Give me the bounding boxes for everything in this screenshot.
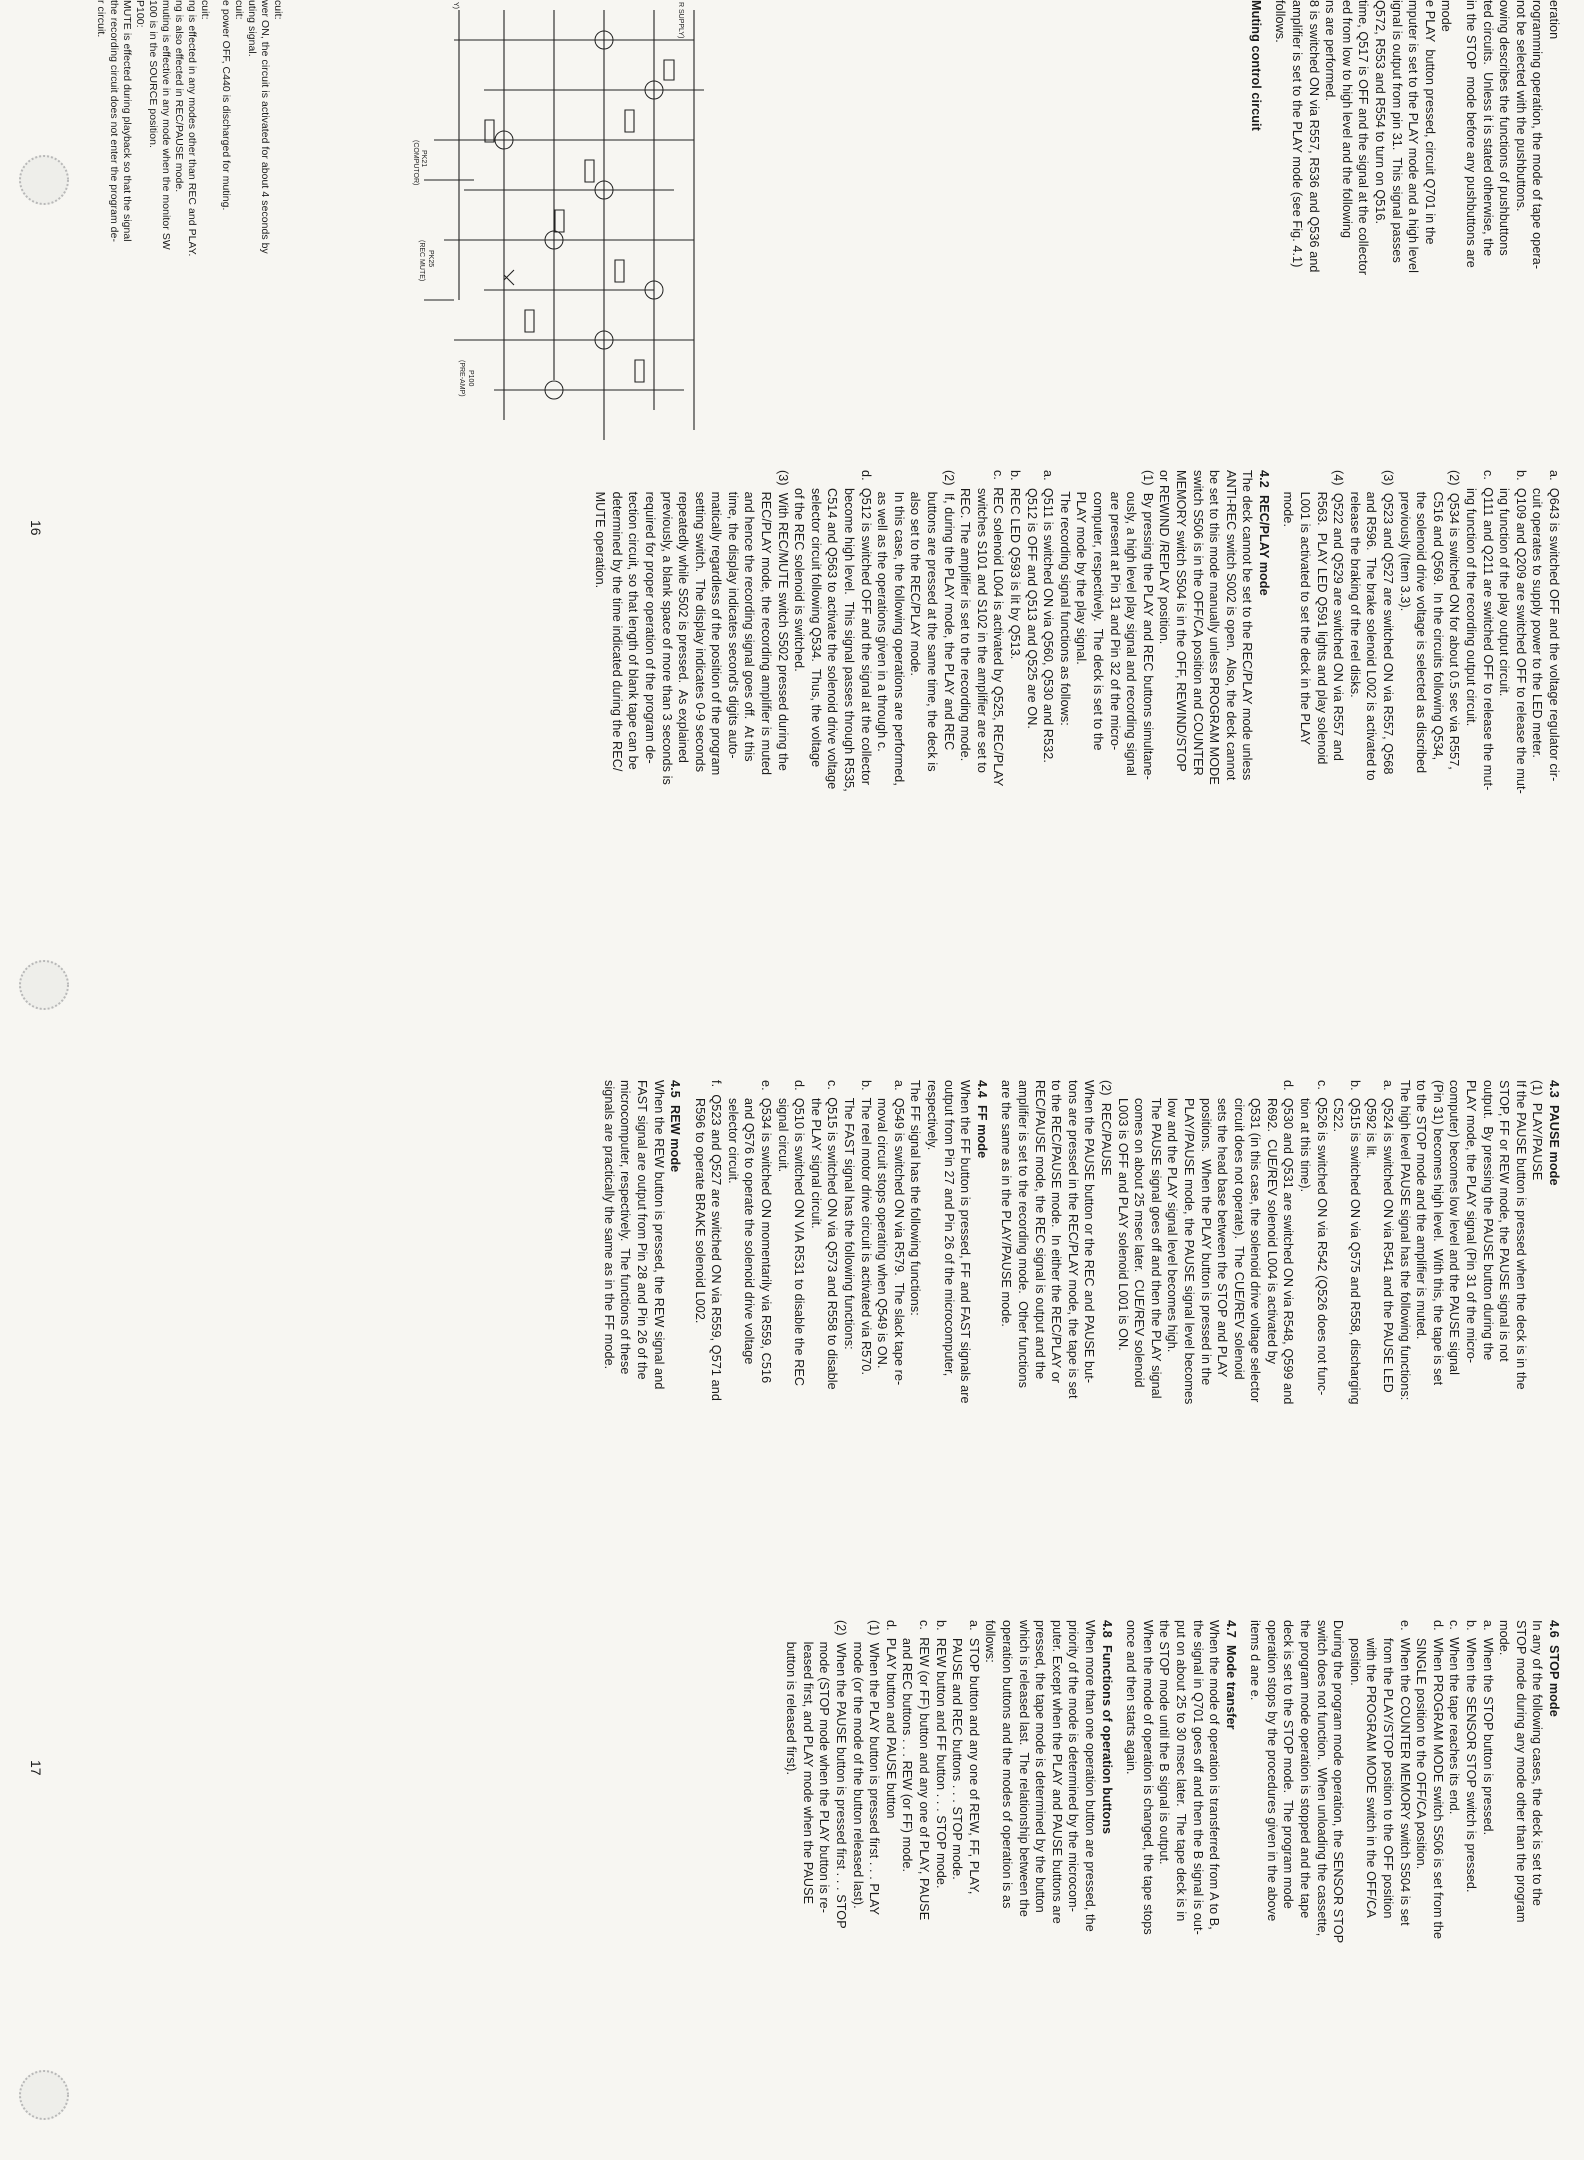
left-page-column-2: [592, 470, 1562, 940]
text-line: the recording circuit does not enter the program de-: [108, 0, 119, 243]
text-line: position.: [1347, 1620, 1362, 1686]
schematic-label: (PRE-AMP): [458, 360, 465, 397]
text-line: When the PAUSE button or the REC and PAUSE but-: [1082, 1080, 1097, 1384]
text-line: time, the display indicates second's digits auto-: [725, 470, 740, 759]
text-line: switches S101 and S102 in the amplifier are set to: [974, 470, 989, 774]
text-line: cuit:: [199, 0, 210, 20]
col1-bottom-text: [94, 0, 284, 660]
text-line: Q531 (in this case, the solenoid drive voltage selector: [1248, 1080, 1263, 1403]
text-line: 8 is switched ON via R557, R536 and Q536 and: [1306, 0, 1321, 273]
text-line: R692. CUE/REV solenoid L004 is activated by: [1264, 1080, 1279, 1365]
text-line: the PLAY signal circuit.: [808, 1080, 823, 1229]
schematic-label: P100: [467, 370, 474, 387]
text-line: c. When the tape reaches its end.: [1447, 1620, 1462, 1815]
text-line: In this case, the following operations are performed,: [891, 470, 906, 787]
text-line: the program mode operation is stopped and the tape: [1298, 1620, 1313, 1919]
text-line: b. REC LED Q593 is lit by Q513.: [1008, 470, 1022, 660]
schematic-label: PK21: [420, 150, 427, 168]
text-line: ing function of the play output circuit.: [1497, 470, 1512, 697]
text-line: operation buttons and the modes of operation is as: [1000, 1620, 1014, 1909]
text-line: a. Q524 is switched ON via R541 and the PAUSE LED: [1381, 1080, 1396, 1393]
text-line: 100 is in the SOURCE position.: [147, 0, 158, 148]
text-line: of the REC solenoid is switched.: [792, 470, 807, 672]
text-line: ously, a high level play signal and recording signal: [1124, 470, 1139, 776]
text-line: Q572, R553 and R554 to turn on Q516.: [1373, 0, 1388, 225]
text-line: put on about 25 to 30 msec later. The tape deck is in: [1173, 1620, 1188, 1922]
text-line: 4.4 FF mode: [974, 1080, 989, 1159]
text-line: tion at this time).: [1298, 1080, 1313, 1193]
text-line: be set to this mode manually unless PROGRAM MODE: [1207, 470, 1222, 785]
text-line: (1) When the PLAY button is pressed first . . . PLAY: [867, 1620, 882, 1916]
text-line: ted circuits. Unless it is stated otherwise, the: [1480, 0, 1495, 257]
schematic-label: (REC MUTE): [418, 240, 425, 282]
text-line: When the mode of operation is transferred from A to B,: [1207, 1620, 1222, 1930]
text-line: or REWIND /REPLAY position.: [1157, 470, 1172, 645]
text-line: release the braking of the reel disks.: [1347, 470, 1362, 698]
text-line: mode.: [1497, 1620, 1512, 1656]
text-line: items d ane e.: [1248, 1620, 1263, 1701]
text-line: computer) becomes low level and the PAUSE signal: [1447, 1080, 1462, 1376]
text-line: follows.: [1273, 0, 1288, 43]
text-line: puter. Except when the PLAY and PAUSE buttons are: [1049, 1620, 1064, 1924]
text-line: amplifier is set to the PLAY mode (see Fig. 4.1): [1290, 0, 1305, 268]
text-line: REC/PAUSE mode, the REC signal is output and the: [1032, 1080, 1047, 1380]
text-line: MUTE is effected during playback so that the signal: [121, 0, 132, 242]
text-line: (1) PLAY/PAUSE: [1530, 1080, 1545, 1181]
text-line: When the mode of operation is changed, the tape stops: [1140, 1620, 1155, 1935]
text-line: setting switch. The display indicates 0-9 seconds: [692, 470, 707, 773]
text-line: mputer is set to the PLAY mode and a high level: [1406, 0, 1421, 274]
text-line: The PAUSE signal goes off and then the PLAY signal: [1148, 1080, 1163, 1399]
schematic-label: Y): [452, 2, 459, 9]
text-line: (3) Q523 and Q527 are switched ON via R557, Q568: [1381, 470, 1396, 775]
text-line: uting signal.: [246, 0, 257, 57]
text-line: switch S506 is in the OFF/CA position and COUNTER: [1190, 470, 1205, 776]
text-line: matically regardless of the position of the program: [709, 470, 724, 776]
text-line: tons are pressed in the REC/PLAY mode, the tape is set: [1065, 1080, 1080, 1399]
text-line: required for proper operation of the program de-: [642, 470, 657, 764]
text-line: ng is effected in any modes other than REC and PLAY.: [186, 0, 197, 257]
text-line: a. Q549 is switched ON via R579. The slack tape re-: [891, 1080, 906, 1386]
text-line: buttons are pressed at the same time, the deck is: [925, 470, 940, 772]
text-line: STOP mode during any mode other than the program: [1513, 1620, 1528, 1923]
text-line: as well as the operations given in a through c.: [875, 470, 890, 752]
text-line: cuit operates to supply power to the LED meter.: [1530, 470, 1545, 759]
text-line: owing describes the functions of pushbuttons: [1497, 0, 1512, 256]
text-line: The high level PAUSE signal has the following functions:: [1397, 1080, 1412, 1401]
text-line: button is released first).: [784, 1620, 799, 1776]
text-line: PAUSE and REC buttons . . . STOP mode.: [950, 1620, 965, 1880]
text-line: ed from low to high level and the following: [1339, 0, 1354, 239]
text-line: STOP, FF or REW mode, the PAUSE signal is not: [1497, 1080, 1512, 1362]
text-line: d. PLAY button and PAUSE button: [883, 1620, 898, 1819]
text-line: c. Q515 is switched ON via Q573 and R558 to disable: [825, 1080, 840, 1390]
text-line: During the program mode operation, the SENSOR STOP: [1331, 1620, 1346, 1944]
text-line: d. Q512 is switched OFF and the signal at the collector: [858, 470, 873, 786]
text-line: PLAY mode by the play signal.: [1074, 470, 1089, 665]
text-line: When the REW button is pressed, the REW signal and: [651, 1080, 666, 1390]
text-line: previously, a blank space of more than 3 seconds is: [659, 470, 674, 785]
text-line: 4.6 STOP mode: [1547, 1620, 1561, 1717]
text-line: C514 and Q563 to activate the solenoid drive voltage: [825, 470, 840, 790]
text-line: once and then starts again.: [1124, 1620, 1139, 1775]
text-line: ng is also effected in REC/PAUSE mode.: [173, 0, 184, 193]
text-line: computer, respectively. The deck is set to the: [1090, 470, 1105, 751]
text-line: are the same as in the PLAY/PAUSE mode.: [999, 1080, 1014, 1328]
text-line: from the PLAY/STOP position to the OFF position: [1381, 1620, 1396, 1919]
text-line: b. Q109 and Q209 are switched OFF to release the mut-: [1513, 470, 1528, 794]
text-line: C522.: [1331, 1080, 1346, 1133]
text-line: (2) Q534 is switched ON for about 0.5 sec via R557,: [1447, 470, 1462, 770]
schematic-label: R SUPPLY): [677, 2, 684, 39]
text-line: [1239, 1620, 1247, 2100]
text-line: and R596. The brake solenoid L002 is activated to: [1364, 470, 1379, 781]
text-line: sets the head base between the STOP and PLAY: [1215, 1080, 1230, 1378]
text-line: low and the PLAY signal level becomes high.: [1165, 1080, 1180, 1353]
text-line: microcomputer, respectively. The functions of these: [618, 1080, 633, 1375]
text-line: 4.5 REW mode: [668, 1080, 683, 1173]
text-line: not be selected with the pushbuttons.: [1513, 0, 1528, 212]
page-number-right: 17: [28, 1760, 44, 1776]
text-line: [1272, 470, 1280, 940]
punch-hole: [19, 155, 69, 205]
text-line: (2) When the PAUSE button is pressed first . . . STOP: [834, 1620, 849, 1929]
text-line: PLAY mode, the PLAY signal (Pin 31 of the micro-: [1464, 1080, 1479, 1364]
text-line: c. Q111 and Q211 are switched OFF to release the mut-: [1480, 470, 1495, 791]
text-line: follows:: [983, 1620, 998, 1663]
text-line: d. Q530 and Q531 are switched ON via R548, Q599 and: [1281, 1080, 1296, 1405]
text-line: leased first, and PLAY mode when the PAUSE: [800, 1620, 815, 1905]
text-line: (Pin 31) becomes high level. With this, the tape is set: [1430, 1080, 1445, 1386]
text-line: If the PAUSE button is pressed when the deck is in the: [1513, 1080, 1528, 1390]
text-line: a. When the STOP button is pressed.: [1480, 1620, 1495, 1836]
text-line: priority of the mode is determined by the microcom-: [1066, 1620, 1081, 1913]
text-line: to the REC/PAUSE mode. In either the REC/PLAY or: [1049, 1080, 1064, 1384]
text-line: with the PROGRAM MODE switch in the OFF/CA: [1364, 1620, 1379, 1918]
text-line: positions. When the PLAY button is pressed in the: [1198, 1080, 1213, 1386]
text-line: [990, 1080, 998, 1550]
text-line: which is released last. The relationship between the: [1016, 1620, 1031, 1917]
text-line: The FF signal has the following functions:: [908, 1080, 923, 1316]
text-line: become high level. This signal passes through R535,: [842, 470, 857, 792]
text-line: pressed, the tape mode is determined by the button: [1033, 1620, 1048, 1913]
text-line: P100:: [134, 0, 145, 28]
text-line: muting is effective in any mode when the monitor SW: [160, 0, 171, 250]
schematic-label: (COMPUTOR): [412, 140, 419, 186]
text-line: to the STOP mode and the amplifier is muted.: [1414, 1080, 1429, 1340]
text-line: The FAST signal has the following functions:: [842, 1080, 857, 1350]
text-line: comes on about 25 msec later. CUE/REV solenoid: [1132, 1080, 1147, 1388]
text-line: Muting control circuit: [1248, 0, 1263, 131]
text-line: c. REW (or FF) button and any one of PLAY, PAUSE: [917, 1620, 932, 1921]
text-line: REC. The amplifier is set to the recording mode.: [958, 470, 973, 762]
text-line: In any of the following cases, the deck is set to the: [1530, 1620, 1545, 1907]
text-line: output. By pressing the PAUSE button during the: [1480, 1080, 1495, 1361]
text-line: e PLAY button pressed, circuit Q701 in the: [1422, 0, 1437, 245]
text-line: mode: [1439, 0, 1454, 32]
text-line: and Q576 to operate the solenoid drive voltage: [742, 1080, 757, 1365]
text-line: d. When PROGRAM MODE switch S506 is set from the: [1430, 1620, 1445, 1940]
text-line: b. REW button and FF button . . . STOP mode.: [933, 1620, 948, 1889]
text-line: PLAY/PAUSE mode, the PAUSE signal level becomes: [1181, 1080, 1196, 1405]
text-line: r circuit.: [95, 0, 106, 38]
text-line: Q512 is OFF and Q513 and Q525 are ON.: [1024, 470, 1039, 730]
text-line: selector circuit following Q534. Thus, the voltage: [808, 470, 823, 768]
text-line: operation stops by the procedures given in the above: [1264, 1620, 1279, 1922]
right-page-column-3: [600, 1080, 1562, 1550]
text-line: 4.7 Mode transfer: [1223, 1620, 1238, 1730]
text-line: (2) If, during the PLAY mode, the PLAY and REC: [941, 470, 956, 751]
text-line: MUTE operation.: [593, 470, 608, 589]
text-line: selector circuit.: [725, 1080, 740, 1184]
text-line: The recording signal functions as follows:: [1057, 470, 1072, 726]
text-line: (1) By pressing the PLAY and REC buttons simultane-: [1140, 470, 1155, 780]
text-line: moval circuit stops operating when Q549 is ON.: [875, 1080, 890, 1369]
text-line: [211, 0, 219, 660]
text-line: the STOP mode until the B signal is output.: [1157, 1620, 1172, 1865]
text-line: ns are performed.: [1323, 0, 1338, 102]
right-page-column-4: [783, 1620, 1562, 2100]
text-line: tection circuit, so that length of blank tape can be: [626, 470, 641, 770]
text-line: ANTI-REC switch S002 is open. Also, the deck cannot: [1223, 470, 1238, 781]
text-line: cuit:: [233, 0, 244, 20]
text-line: 4.3 PAUSE mode: [1547, 1080, 1561, 1186]
text-line: SINGLE position to the OFF/CA position.: [1414, 1620, 1429, 1870]
text-line: repeatedly while S502 is pressed. As explained: [676, 470, 691, 764]
text-line: e. Q534 is switched ON momentarily via R559, C516: [759, 1080, 774, 1384]
text-line: b. The reel motor drive circuit is activated via R570.: [858, 1080, 873, 1376]
text-line: switch does not function. When unloading the cassette,: [1314, 1620, 1329, 1937]
text-line: ing function of the recording output circuit.: [1464, 470, 1479, 727]
text-line: the signal in Q701 goes off and then the B signal is out-: [1190, 1620, 1205, 1935]
text-line: b. When the SENSOR STOP switch is pressed.: [1464, 1620, 1479, 1893]
text-line: ignal is output from pin 31. This signal passes: [1389, 0, 1404, 263]
text-line: f. Q523 and Q527 are switched ON via R559, Q571 and: [709, 1080, 724, 1401]
text-line: mode (STOP mode when the PLAY button is re-: [817, 1620, 832, 1914]
text-line: 4.8 Functions of operation buttons: [1099, 1620, 1114, 1835]
muting-control-schematic: [414, 0, 714, 450]
text-line: (4) Q522 and Q529 are switched ON via R557 and: [1331, 470, 1346, 762]
text-line: a. STOP button and any one of REW, FF, PLAY,: [966, 1620, 981, 1895]
text-line: c. REC solenoid L004 is activated by Q525, REC/PLAY: [991, 470, 1006, 787]
text-line: mode.: [1281, 470, 1296, 528]
text-line: The deck cannot be set to the REC/PLAY mode unless: [1240, 470, 1255, 781]
text-line: rogramming operation, the mode of tape opera-: [1530, 0, 1545, 270]
text-line: are present at Pin 31 and Pin 32 of the micro-: [1107, 470, 1122, 751]
text-line: respectively.: [925, 1080, 940, 1151]
text-line: [1115, 1620, 1123, 2100]
text-line: output from Pin 27 and Pin 26 of the microcomputer,: [941, 1080, 956, 1377]
text-line: and REC buttons . . . REW (or FF) mode.: [900, 1620, 915, 1873]
text-line: e power OFF, C440 is discharged for muting.: [220, 0, 231, 211]
text-line: MEMORY switch S504 is in the OFF, REWIND/STOP: [1173, 470, 1188, 772]
text-line: in the STOP mode before any pushbuttons are: [1464, 0, 1479, 268]
text-line: a. Q511 is switched ON via Q560, Q530 and R532.: [1041, 470, 1056, 763]
punch-hole: [19, 2070, 69, 2120]
text-line: e. When the COUNTER MEMORY switch S504 is set: [1397, 1620, 1412, 1926]
text-line: (3) With REC/MUTE switch S502 pressed during the: [775, 470, 790, 771]
text-line: signal circuit.: [775, 1080, 790, 1173]
text-line: R563. PLAY LED Q591 lights and play solenoid: [1314, 470, 1329, 765]
text-line: L001 is activated to set the deck in the PLAY: [1298, 470, 1313, 746]
text-line: amplifier is set to the recording mode. Other functions: [1016, 1080, 1030, 1388]
text-line: L003 is OFF and PLAY solenoid L001 is ON.: [1115, 1080, 1130, 1351]
text-line: also set to the REC/PLAY mode.: [908, 470, 923, 677]
text-line: R596 to operate BRAKE solenoid L002.: [692, 1080, 707, 1324]
text-line: (2) REC/PAUSE: [1098, 1080, 1113, 1176]
text-line: deck is set to the STOP mode. The program mode: [1281, 1620, 1296, 1909]
text-line: wer ON, the circuit is activated for about 4 seconds by: [259, 0, 270, 254]
text-line: time, Q517 is OFF and the signal at the collector: [1356, 0, 1371, 276]
text-line: previously (Item 3.3).: [1397, 470, 1412, 612]
text-line: d. Q510 is switched ON VIA R531 to disable the REC: [792, 1080, 807, 1387]
text-line: a. Q643 is switched OFF and the voltage regulator cir-: [1547, 470, 1561, 782]
text-line: C516 and Q569. In the circuits following Q534,: [1430, 470, 1445, 761]
punch-hole: [19, 960, 69, 1010]
page-number-left: 16: [28, 520, 44, 536]
text-line: cuit:: [272, 0, 283, 20]
text-line: eration: [1547, 0, 1561, 40]
text-line: Q592 is lit.: [1364, 1080, 1379, 1159]
text-line: c. Q526 is switched ON via R542 (Q526 does not func-: [1314, 1080, 1329, 1396]
text-line: and hence the recording signal goes off. At this: [742, 470, 757, 762]
text-line: 4.2 REC/PLAY mode: [1256, 470, 1271, 596]
text-line: determined by the time indicated during the REC/: [609, 470, 624, 772]
text-line: signals are practically the same as in the FF mode.: [601, 1080, 616, 1370]
text-line: [683, 1080, 691, 1550]
text-line: When more than one operation button are pressed, the: [1082, 1620, 1097, 1932]
text-line: When the FF button is pressed, FF and FAST signals are: [958, 1080, 973, 1404]
schematic-label: PK25: [427, 250, 434, 268]
text-line: b. Q515 is switched ON via Q575 and R558, discharging: [1347, 1080, 1362, 1405]
text-line: circuit does not operate). The CUE/REV solenoid: [1231, 1080, 1246, 1380]
text-line: FAST signal are output from Pin 28 and Pin 26 of the: [634, 1080, 649, 1380]
text-line: REC/PLAY mode, the recording amplifier is muted: [759, 470, 774, 776]
text-line: mode (or the mode of the button released last).: [850, 1620, 865, 1909]
text-line: the solenoid drive voltage is selected as discribed: [1414, 470, 1429, 774]
